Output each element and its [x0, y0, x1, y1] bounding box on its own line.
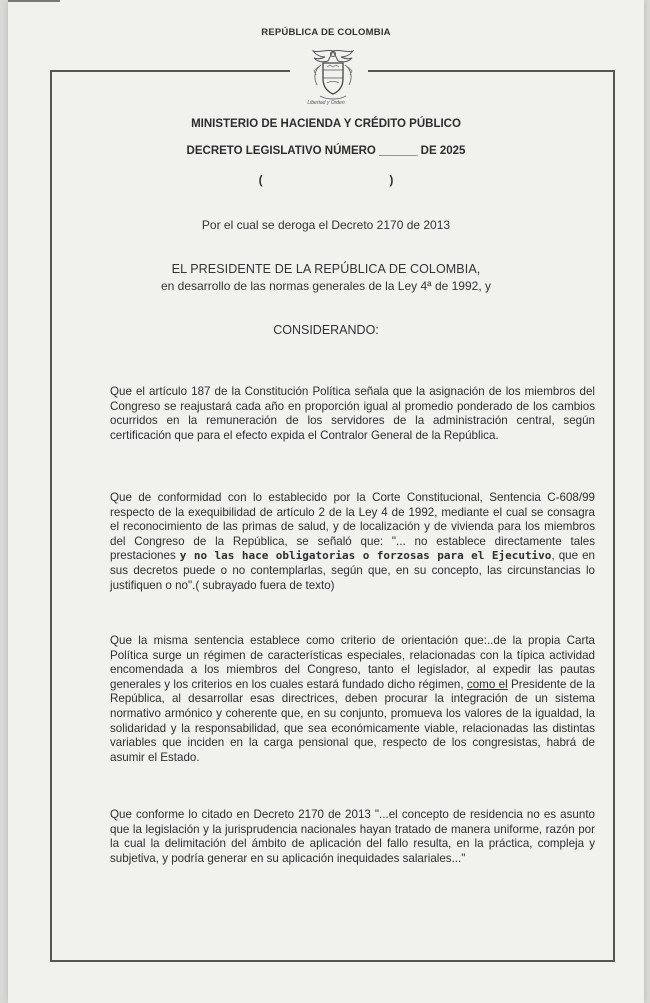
decree-number-blank: ______ [379, 145, 418, 157]
paragraph-2-bold-text: y no las hace obligatorias o forzosas para el Ejecutivo [179, 549, 552, 563]
considerando-paragraph-1: Que el artículo 187 de la Constitución Política señala que la asignación de los miembros del Congreso se reajustará cada año en proporción igual al promedio ponderado de los cambios ocurridos en la remuneración de los servidores de la administración central, según certificación que para el efecto expida el Contralor General de la República. [110, 385, 595, 442]
corner-mark [8, 0, 60, 2]
authority-subtitle: en desarrollo de las normas generales de la Ley 4ª de 1992, y [161, 279, 491, 293]
decree-subject: Por el cual se deroga el Decreto 2170 de 2013 [201, 218, 451, 232]
considerando-paragraph-2 [110, 491, 595, 593]
paragraph-3-text-b: Presidente de la República, al desarrollar esas directrices, deben procurar la integración de un sistema normativo armónico y coherente que, en su conjunto, promueva los valores de la igualdad, la solidaridad y la responsabilidad, que sea económicamente viable, relacionadas las distintas variables que inciden en la carga pensional que, respecto de los congresistas, habrá de asumir el Estado. [110, 677, 595, 764]
decree-number-line [8, 145, 644, 157]
considering-heading: CONSIDERANDO: [273, 323, 379, 337]
paragraph-3-underlined-text: como el [466, 677, 508, 691]
paragraph-2-text-b: , que en sus decretos puede o no contemplarlas, según que, en su concepto, las circunstancias lo justifiquen o no".( subrayado fuera de texto) [110, 549, 595, 592]
considerando-paragraph-4: Que conforme lo citado en Decreto 2170 de 2013 "...el concepto de residencia no es asunto que la legislación y la jurisprudencia nacionales hayan tratado de manera uniforme, razón por la cual la delimitación del ámbito de aplicación del fallo resulta, en la práctica, compleja y subjetiva, y podría generar en su aplicación inequidades salariales..." [110, 808, 595, 865]
paragraph-2-text-a: Que de conformidad con lo establecido por la Corte Constitucional, Sentencia C-608/99 respecto de la exequibilidad de artículo 2 de la Ley 4 de 1992, mediante el cual se consagra el reconocimiento de las primas de salud, y de localización y de vivienda para los miembros del Congreso de la República, se señaló que: "... no establece directamente tales prestaciones [110, 491, 595, 563]
paren-close: ) [389, 173, 394, 187]
paren-open: ( [258, 173, 263, 187]
decree-year: DE 2025 [420, 145, 466, 157]
decree-prefix: DECRETO LEGISLATIVO NÚMERO [186, 145, 376, 157]
document-page [8, 0, 644, 1003]
ministry-title: MINISTERIO DE HACIENDA Y CRÉDITO PÚBLICO [191, 118, 461, 130]
considerando-paragraph-3 [110, 634, 595, 765]
paragraph-3-text-a: Que la misma sentencia establece como criterio de orientación que:..de la propia Carta Política surge un régimen de características especiales, relacionadas con la típica actividad encomendada a los miembros del Congreso, tanto el legislador, al expedir las pautas generales y los criterios en los cuales estará fundado dicho régimen, [110, 634, 595, 691]
decree-date-blank [8, 173, 644, 187]
seal-motto: Libertad y Orden [307, 100, 345, 106]
republic-header: REPÚBLICA DE COLOMBIA [261, 27, 391, 38]
authority-title: EL PRESIDENTE DE LA REPÚBLICA DE COLOMBIA, [171, 262, 481, 276]
